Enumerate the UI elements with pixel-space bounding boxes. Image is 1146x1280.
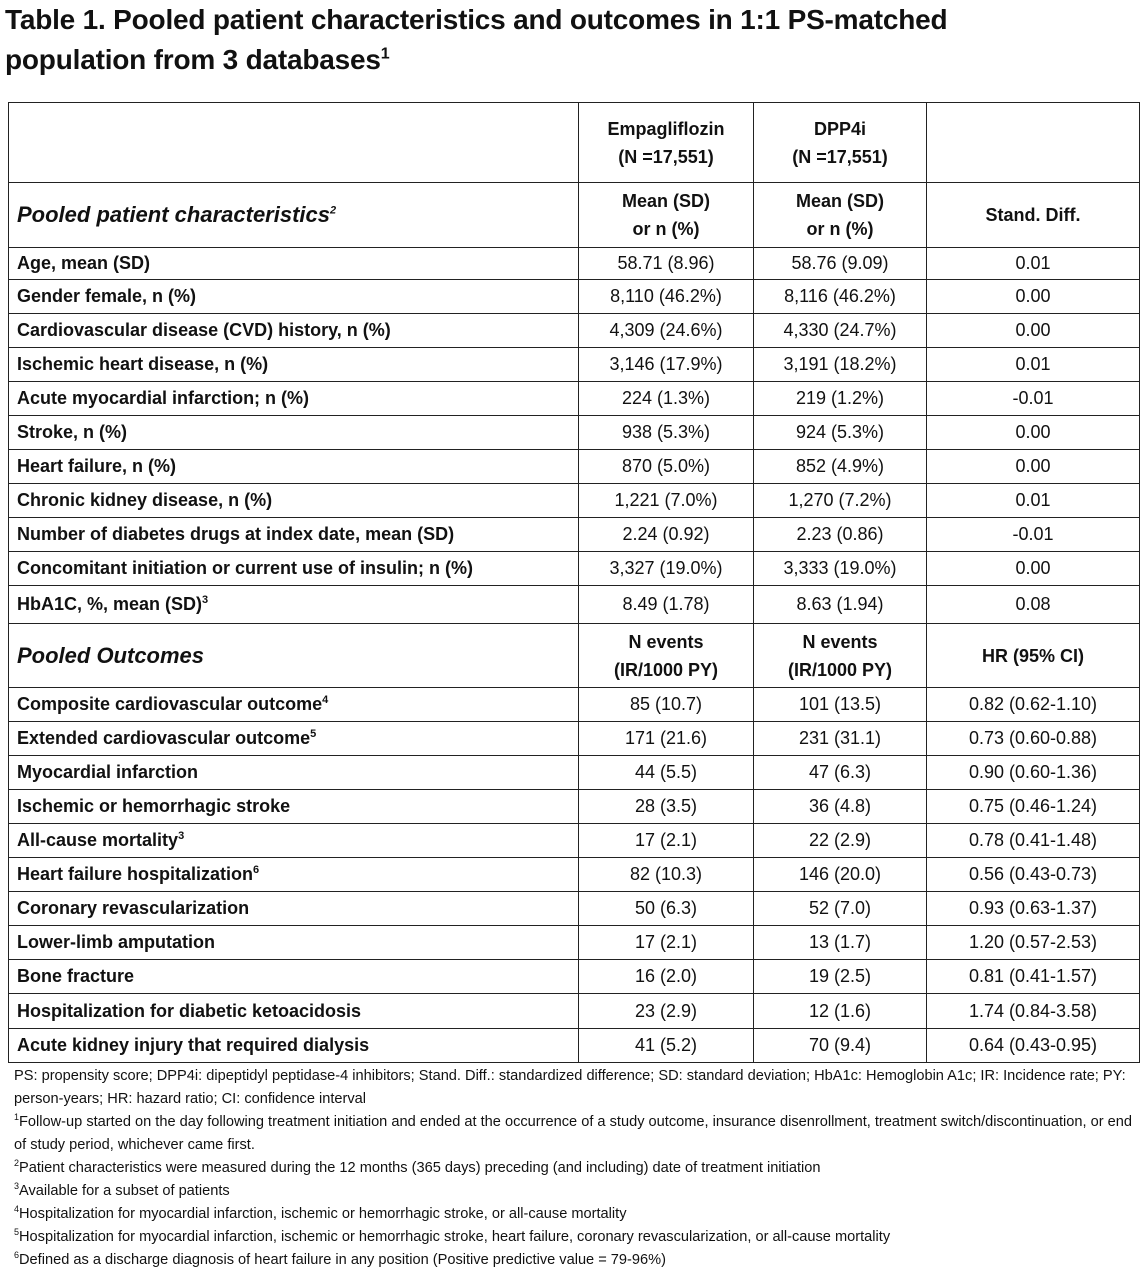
row-value-empagliflozin: 938 (5.3%) xyxy=(579,416,754,450)
row-footnote-ref: 4 xyxy=(322,694,329,706)
header-dpp4i-name: DPP4i xyxy=(813,118,867,139)
row-value-stat: 0.75 (0.46-1.24) xyxy=(927,790,1140,824)
header-row xyxy=(9,103,1140,183)
row-value-empagliflozin: 17 (2.1) xyxy=(579,824,754,858)
row-value-empagliflozin: 3,327 (19.0%) xyxy=(579,552,754,586)
row-value-dpp4i: 852 (4.9%) xyxy=(754,450,927,484)
row-label-text: Bone fracture xyxy=(17,966,135,986)
row-value-dpp4i: 22 (2.9) xyxy=(754,824,927,858)
row-label xyxy=(9,858,579,892)
row-value-empagliflozin: 44 (5.5) xyxy=(579,756,754,790)
row-value-empagliflozin: 8,110 (46.2%) xyxy=(579,280,754,314)
row-footnote-ref: 5 xyxy=(310,728,317,740)
row-value-dpp4i: 219 (1.2%) xyxy=(754,382,927,416)
row-value-dpp4i: 36 (4.8) xyxy=(754,790,927,824)
table-row xyxy=(9,552,1140,586)
footnote-text: PS: propensity score; DPP4i: dipeptidyl peptidase-4 inhibitors; Stand. Diff.: standardized difference; SD: standard deviation; HbA1c: Hemoglobin A1c; IR: Incidence rate; PY: person-years; HR: hazard ratio; CI: confidence interval xyxy=(14,1068,1126,1107)
row-value-stat: 0.56 (0.43-0.73) xyxy=(927,858,1140,892)
row-label xyxy=(9,722,579,756)
footnote-marker: 2 xyxy=(14,1158,20,1169)
row-label xyxy=(9,960,579,994)
row-value-empagliflozin: 85 (10.7) xyxy=(579,688,754,722)
row-value-dpp4i: 3,333 (19.0%) xyxy=(754,552,927,586)
row-value-stat: 0.78 (0.41-1.48) xyxy=(927,824,1140,858)
table-row xyxy=(9,892,1140,926)
row-label xyxy=(9,1029,579,1063)
row-value-stat: 0.00 xyxy=(927,416,1140,450)
row-label-text: Gender female, n (%) xyxy=(17,286,197,306)
row-value-empagliflozin: 2.24 (0.92) xyxy=(579,518,754,552)
header-empty-cell xyxy=(9,103,579,183)
table-title-line-1: Table 1. Pooled patient characteristics and outcomes in 1:1 PS-matched xyxy=(5,4,948,35)
row-label xyxy=(9,892,579,926)
row-value-empagliflozin: 224 (1.3%) xyxy=(579,382,754,416)
footnote-marker: 4 xyxy=(14,1204,20,1215)
row-label-text: Age, mean (SD) xyxy=(17,253,151,273)
row-value-stat: 0.00 xyxy=(927,314,1140,348)
row-value-empagliflozin: 8.49 (1.78) xyxy=(579,586,754,624)
row-label xyxy=(9,552,579,586)
outcomes-col-b-line-1: N events xyxy=(802,631,878,652)
footnote-text: Hospitalization for myocardial infarction, ischemic or hemorrhagic stroke, heart failure, coronary revascularization, or all-cause mortality xyxy=(19,1229,891,1245)
row-label-text: Ischemic heart disease, n (%) xyxy=(17,354,269,374)
table-row xyxy=(9,688,1140,722)
row-value-empagliflozin: 82 (10.3) xyxy=(579,858,754,892)
row-value-dpp4i: 47 (6.3) xyxy=(754,756,927,790)
row-label-text: Heart failure hospitalization xyxy=(17,864,254,884)
row-label xyxy=(9,518,579,552)
row-footnote-ref: 3 xyxy=(202,594,209,606)
row-value-empagliflozin: 41 (5.2) xyxy=(579,1029,754,1063)
row-value-stat: 0.00 xyxy=(927,280,1140,314)
row-label-text: HbA1C, %, mean (SD) xyxy=(17,594,203,614)
row-label-text: Ischemic or hemorrhagic stroke xyxy=(17,796,291,816)
row-value-empagliflozin: 17 (2.1) xyxy=(579,926,754,960)
table-title-line-2 xyxy=(5,40,1146,80)
table-row xyxy=(9,280,1140,314)
row-value-stat: 0.01 xyxy=(927,248,1140,280)
row-label xyxy=(9,756,579,790)
row-value-stat: 0.08 xyxy=(927,586,1140,624)
characteristics-outcomes-table xyxy=(8,102,1140,1063)
row-value-empagliflozin: 1,221 (7.0%) xyxy=(579,484,754,518)
characteristics-section-text: Pooled patient characteristics xyxy=(17,202,330,227)
row-label xyxy=(9,790,579,824)
table-row xyxy=(9,518,1140,552)
footnote-text: Patient characteristics were measured during the 12 months (365 days) preceding (and including) date of treatment initiation xyxy=(19,1160,821,1176)
row-value-dpp4i: 231 (31.1) xyxy=(754,722,927,756)
row-label-text: Acute myocardial infarction; n (%) xyxy=(17,388,310,408)
row-label-text: All-cause mortality xyxy=(17,830,179,850)
outcomes-col-a-line-1: N events xyxy=(628,631,704,652)
row-value-empagliflozin: 171 (21.6) xyxy=(579,722,754,756)
row-value-stat: 0.93 (0.63-1.37) xyxy=(927,892,1140,926)
header-empagliflozin xyxy=(579,103,754,183)
outcomes-col-a-header xyxy=(579,624,754,688)
row-label xyxy=(9,926,579,960)
row-value-dpp4i: 924 (5.3%) xyxy=(754,416,927,450)
row-value-dpp4i: 70 (9.4) xyxy=(754,1029,927,1063)
characteristics-col-b-line-2: or n (%) xyxy=(806,219,874,239)
row-value-dpp4i: 8,116 (46.2%) xyxy=(754,280,927,314)
footnote-text: Defined as a discharge diagnosis of heart failure in any position (Positive predictive value = 79-96%) xyxy=(19,1252,666,1268)
row-label-text: Heart failure, n (%) xyxy=(17,456,177,476)
row-label xyxy=(9,688,579,722)
row-value-stat: 0.01 xyxy=(927,348,1140,382)
row-value-stat: 0.81 (0.41-1.57) xyxy=(927,960,1140,994)
row-value-dpp4i: 1,270 (7.2%) xyxy=(754,484,927,518)
row-label-text: Concomitant initiation or current use of insulin; n (%) xyxy=(17,558,473,578)
footnotes xyxy=(14,1065,1139,1272)
row-value-dpp4i: 52 (7.0) xyxy=(754,892,927,926)
table-row xyxy=(9,926,1140,960)
row-label xyxy=(9,416,579,450)
row-label-text: Acute kidney injury that required dialysis xyxy=(17,1035,370,1055)
characteristics-section-row xyxy=(9,183,1140,248)
row-value-stat: 0.73 (0.60-0.88) xyxy=(927,722,1140,756)
characteristics-section-footnote-ref: 2 xyxy=(330,204,337,217)
footnote-text: Hospitalization for myocardial infarction, ischemic or hemorrhagic stroke, or all-cause mortality xyxy=(19,1206,627,1222)
table-row xyxy=(9,382,1140,416)
row-value-empagliflozin: 16 (2.0) xyxy=(579,960,754,994)
row-label xyxy=(9,280,579,314)
outcomes-col-a-line-2: (IR/1000 PY) xyxy=(613,659,719,680)
row-value-dpp4i: 8.63 (1.94) xyxy=(754,586,927,624)
table-row xyxy=(9,348,1140,382)
row-label xyxy=(9,484,579,518)
characteristics-col-a-header xyxy=(579,183,754,248)
row-label xyxy=(9,348,579,382)
outcomes-section-label: Pooled Outcomes xyxy=(9,624,579,688)
row-label-text: Lower-limb amputation xyxy=(17,932,215,952)
table-row xyxy=(9,960,1140,994)
table-row xyxy=(9,824,1140,858)
row-value-empagliflozin: 3,146 (17.9%) xyxy=(579,348,754,382)
row-label xyxy=(9,450,579,484)
footnote-marker: 5 xyxy=(14,1227,20,1238)
footnote xyxy=(14,1065,1139,1111)
row-value-empagliflozin: 4,309 (24.6%) xyxy=(579,314,754,348)
footnote xyxy=(14,1249,1139,1272)
footnote-marker: 1 xyxy=(14,1112,20,1123)
table-body xyxy=(9,103,1140,1063)
characteristics-section-label xyxy=(9,183,579,248)
outcomes-col-c-header: HR (95% CI) xyxy=(927,624,1140,688)
row-value-stat: 1.20 (0.57-2.53) xyxy=(927,926,1140,960)
row-label xyxy=(9,382,579,416)
row-value-stat: 0.00 xyxy=(927,450,1140,484)
table-title-line-2-text: population from 3 databases xyxy=(5,44,381,75)
row-value-stat: 0.01 xyxy=(927,484,1140,518)
row-label-text: Coronary revascularization xyxy=(17,898,250,918)
table-row xyxy=(9,586,1140,624)
row-label-text: Chronic kidney disease, n (%) xyxy=(17,490,273,510)
row-value-empagliflozin: 50 (6.3) xyxy=(579,892,754,926)
characteristics-col-a-line-1: Mean (SD) xyxy=(621,191,710,211)
row-value-stat: 0.90 (0.60-1.36) xyxy=(927,756,1140,790)
row-value-dpp4i: 4,330 (24.7%) xyxy=(754,314,927,348)
row-label xyxy=(9,824,579,858)
footnote-marker: 3 xyxy=(14,1181,20,1192)
row-value-stat: 1.74 (0.84-3.58) xyxy=(927,994,1140,1029)
row-label-text: Myocardial infarction xyxy=(17,762,199,782)
outcomes-col-b-line-2: (IR/1000 PY) xyxy=(787,659,893,680)
row-value-empagliflozin: 870 (5.0%) xyxy=(579,450,754,484)
row-value-stat: -0.01 xyxy=(927,518,1140,552)
row-value-empagliflozin: 23 (2.9) xyxy=(579,994,754,1029)
table-row xyxy=(9,416,1140,450)
footnote xyxy=(14,1157,1139,1180)
characteristics-col-b-line-1: Mean (SD) xyxy=(795,191,884,211)
row-value-stat: -0.01 xyxy=(927,382,1140,416)
row-value-empagliflozin: 58.71 (8.96) xyxy=(579,248,754,280)
table-row xyxy=(9,450,1140,484)
footnote-text: Follow-up started on the day following treatment initiation and ended at the occurrence of a study outcome, insurance disenrollment, treatment switch/discontinuation, or end of study period, whichever came first. xyxy=(14,1114,1133,1153)
header-empagliflozin-name: Empagliflozin xyxy=(607,118,725,139)
header-dpp4i xyxy=(754,103,927,183)
row-label xyxy=(9,994,579,1029)
row-label-text: Hospitalization for diabetic ketoacidosis xyxy=(17,1000,362,1021)
row-label-text: Cardiovascular disease (CVD) history, n (%) xyxy=(17,320,391,340)
footnote xyxy=(14,1111,1139,1157)
row-value-empagliflozin: 28 (3.5) xyxy=(579,790,754,824)
outcomes-col-b-header xyxy=(754,624,927,688)
footnote xyxy=(14,1203,1139,1226)
row-value-stat: 0.82 (0.62-1.10) xyxy=(927,688,1140,722)
row-value-dpp4i: 101 (13.5) xyxy=(754,688,927,722)
table-title xyxy=(5,0,1146,80)
footnote xyxy=(14,1180,1139,1203)
header-dpp4i-n: (N =17,551) xyxy=(792,146,888,167)
row-label-text: Number of diabetes drugs at index date, mean (SD) xyxy=(17,524,455,544)
row-label-text: Extended cardiovascular outcome xyxy=(17,728,311,748)
table-title-footnote-ref: 1 xyxy=(380,45,390,63)
footnote-marker: 6 xyxy=(14,1250,20,1261)
row-value-dpp4i: 2.23 (0.86) xyxy=(754,518,927,552)
characteristics-col-a-line-2: or n (%) xyxy=(632,219,700,239)
table-row xyxy=(9,790,1140,824)
row-value-dpp4i: 12 (1.6) xyxy=(754,994,927,1029)
row-label-text: Stroke, n (%) xyxy=(17,422,128,442)
table-row xyxy=(9,994,1140,1029)
row-value-dpp4i: 19 (2.5) xyxy=(754,960,927,994)
row-value-dpp4i: 3,191 (18.2%) xyxy=(754,348,927,382)
outcomes-section-row xyxy=(9,624,1140,688)
row-value-stat: 0.64 (0.43-0.95) xyxy=(927,1029,1140,1063)
header-empty-cell-right xyxy=(927,103,1140,183)
header-empagliflozin-n: (N =17,551) xyxy=(618,146,714,167)
table-row xyxy=(9,1029,1140,1063)
table-row xyxy=(9,314,1140,348)
table-row xyxy=(9,484,1140,518)
characteristics-col-c-header: Stand. Diff. xyxy=(927,183,1140,248)
table-row xyxy=(9,858,1140,892)
row-value-dpp4i: 146 (20.0) xyxy=(754,858,927,892)
table-row xyxy=(9,722,1140,756)
row-label xyxy=(9,314,579,348)
row-value-dpp4i: 58.76 (9.09) xyxy=(754,248,927,280)
row-label-text: Composite cardiovascular outcome xyxy=(17,694,323,714)
row-footnote-ref: 3 xyxy=(178,830,185,842)
row-footnote-ref: 6 xyxy=(253,864,260,876)
table-row xyxy=(9,756,1140,790)
row-value-dpp4i: 13 (1.7) xyxy=(754,926,927,960)
row-label xyxy=(9,248,579,280)
characteristics-col-b-header xyxy=(754,183,927,248)
row-value-stat: 0.00 xyxy=(927,552,1140,586)
footnote xyxy=(14,1226,1139,1249)
row-label xyxy=(9,586,579,624)
footnote-text: Available for a subset of patients xyxy=(19,1183,230,1199)
table-row xyxy=(9,248,1140,280)
